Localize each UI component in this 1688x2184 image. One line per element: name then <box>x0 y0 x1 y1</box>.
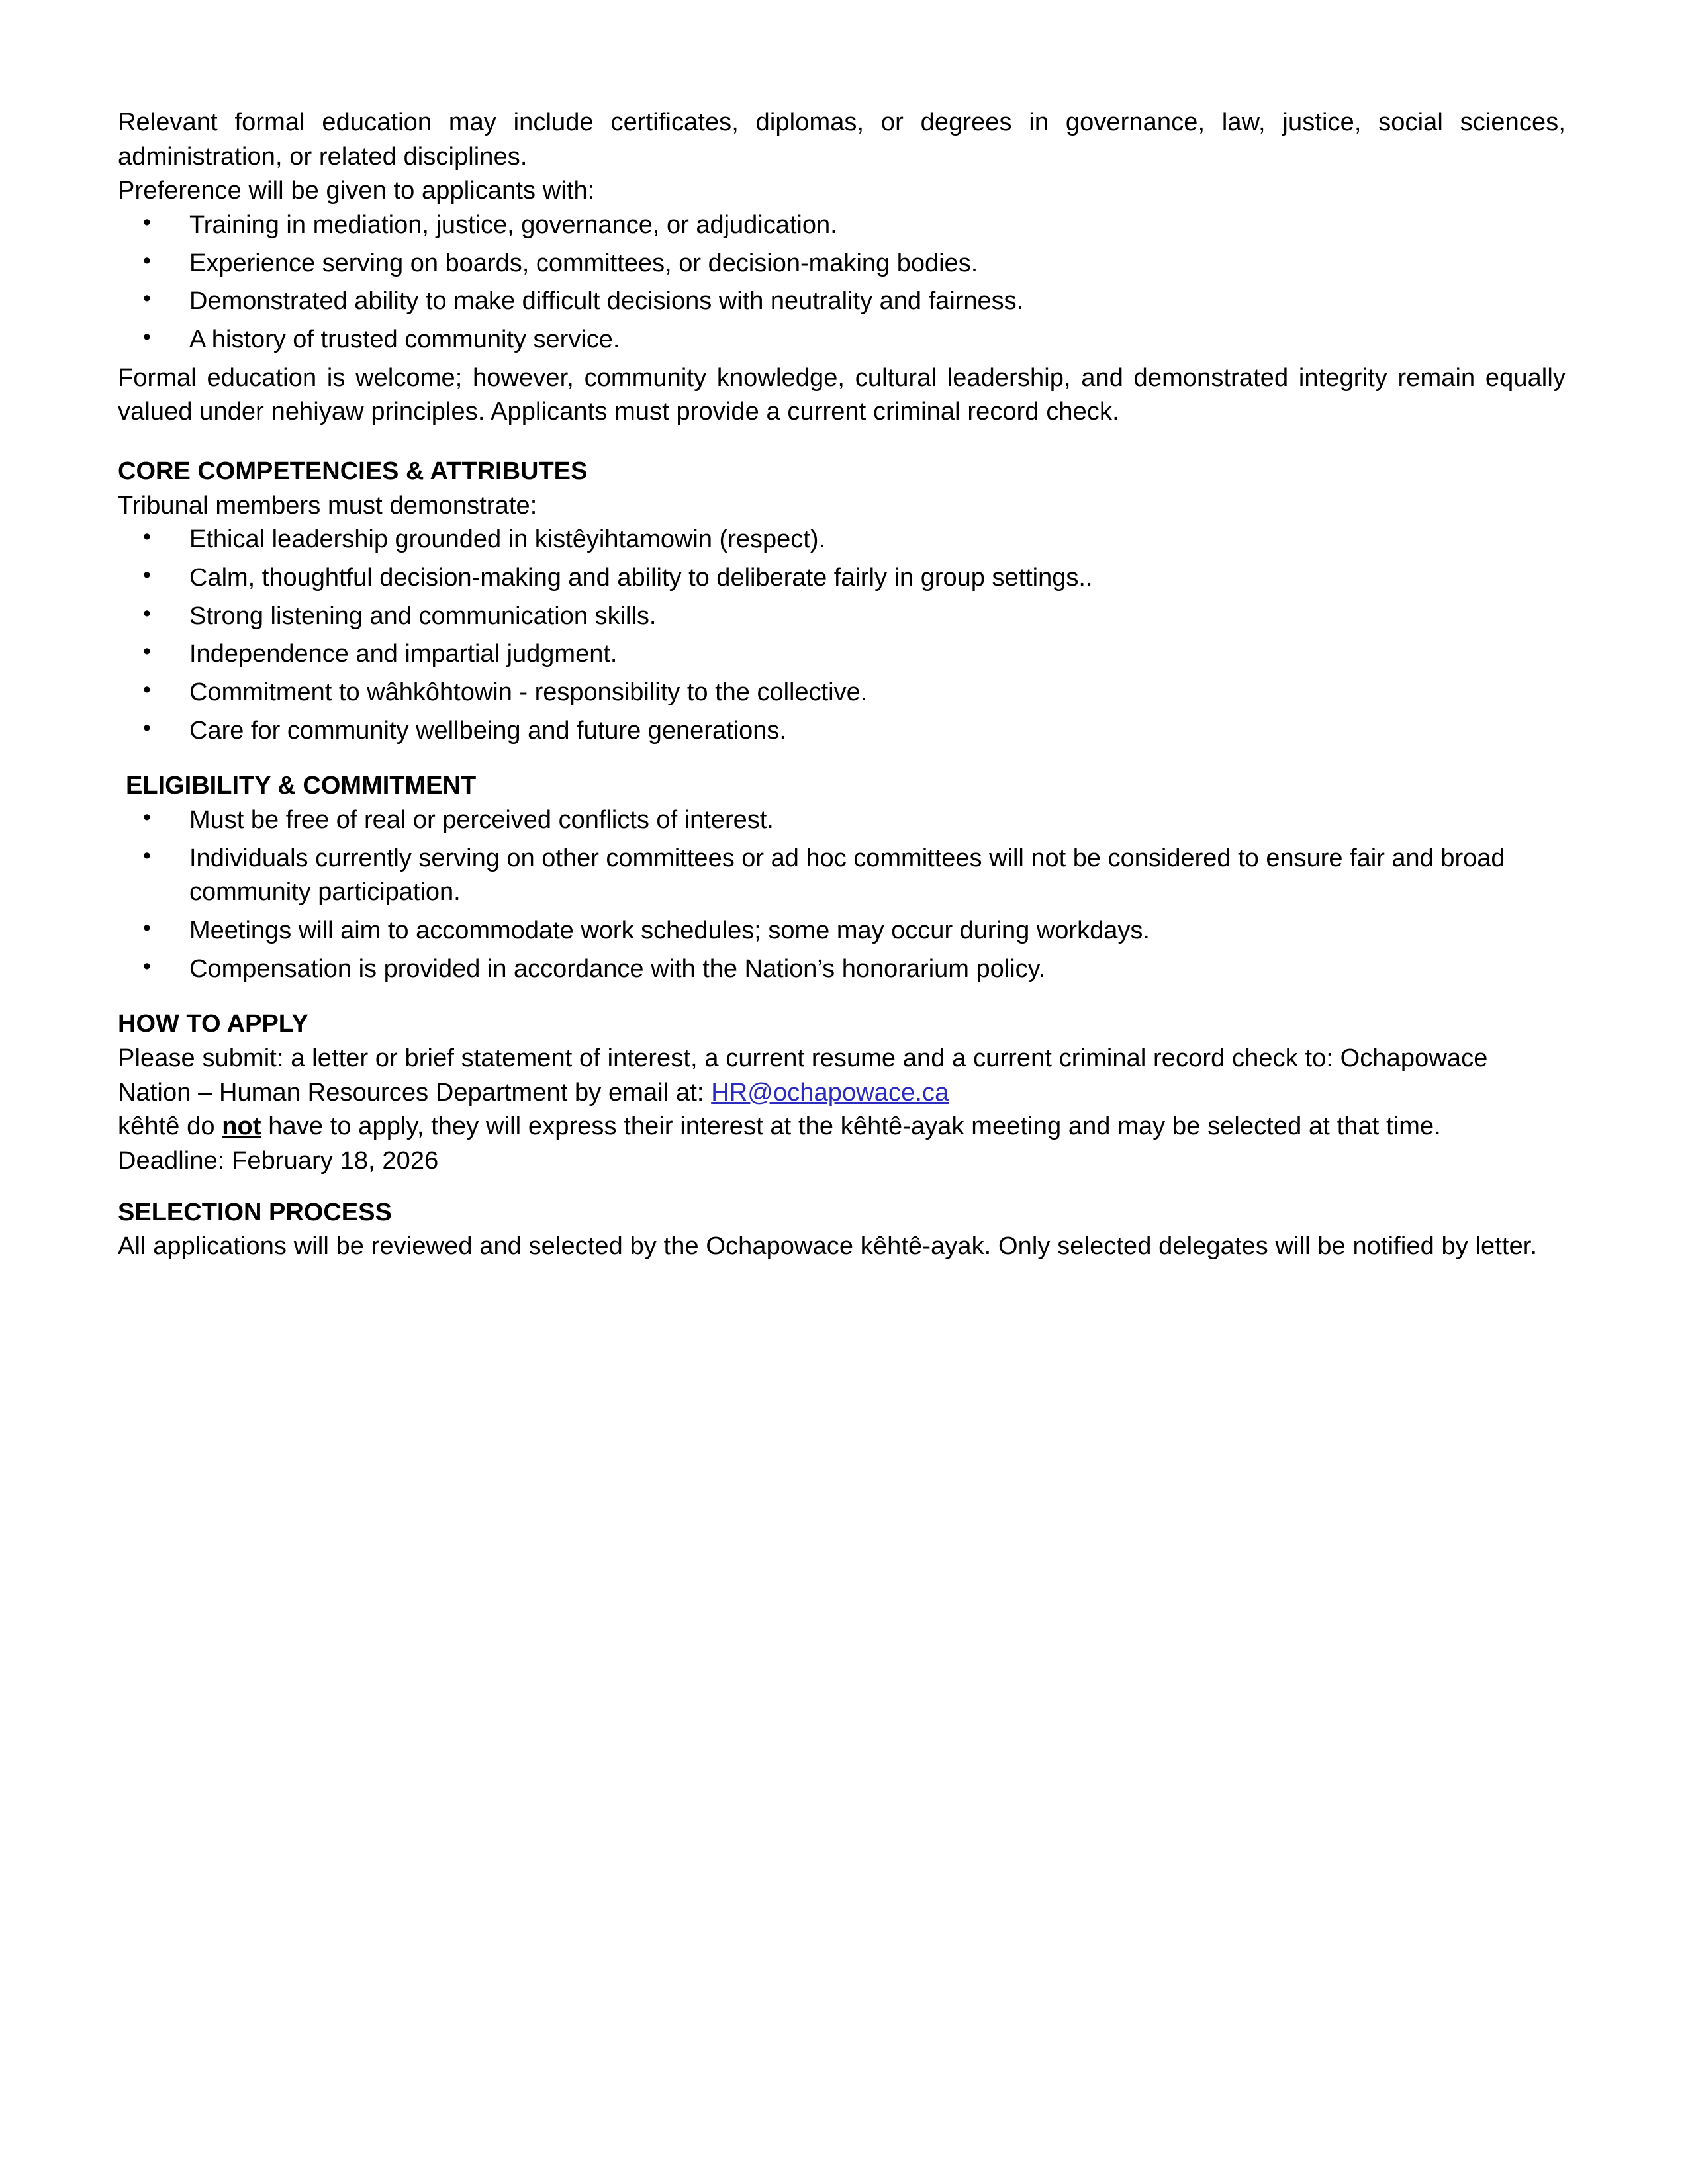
hr-email-link[interactable]: HR@ochapowace.ca <box>711 1078 949 1107</box>
kehte-note <box>118 1110 1566 1144</box>
list-item: • A history of trusted community service. <box>118 323 1566 357</box>
preference-lead: Preference will be given to applicants with: <box>118 177 595 205</box>
preference-list <box>118 208 1566 357</box>
education-paragraph: Relevant formal education may include certificates, diplomas, or degrees in governance, law, justice, social sciences, administration, or related disciplines. <box>118 109 1566 171</box>
list-item: • Ethical leadership grounded in kistêyihtamowin (respect). <box>118 523 1566 557</box>
list-item: • Experience serving on boards, committees, or decision-making bodies. <box>118 247 1566 281</box>
how-to-apply-heading: HOW TO APPLY <box>118 1010 308 1038</box>
spacer <box>118 1179 1566 1196</box>
spacer <box>118 990 1566 1007</box>
list-item: • Commitment to wâhkôhtowin - responsibility to the collective. <box>118 676 1566 710</box>
list-item: • Care for community wellbeing and future generations. <box>118 714 1566 749</box>
list-item: • Individuals currently serving on other committees or ad hoc committees will not be considered to ensure fair and broad community participation. <box>118 842 1566 910</box>
selection-process-paragraph: All applications will be reviewed and selected by the Ochapowace kêhtê-ayak. Only selected delegates will be notified by letter. <box>118 1232 1538 1261</box>
core-competencies-lead: Tribunal members must demonstrate: <box>118 491 538 520</box>
kehte-text-before: kêhtê do <box>118 1113 222 1141</box>
list-item: • Must be free of real or perceived conflicts of interest. <box>118 803 1566 838</box>
core-competencies-heading: CORE COMPETENCIES & ATTRIBUTES <box>118 457 588 486</box>
submit-text: Please submit: a letter or brief statement of interest, a current resume and a current criminal record check to: Ochapowace Nation – Human Resources Department by email at: <box>118 1044 1488 1107</box>
emphasis-not: not <box>222 1113 261 1141</box>
list-item: • Independence and impartial judgment. <box>118 637 1566 672</box>
core-competencies-list <box>118 523 1566 748</box>
spacer <box>118 430 1566 455</box>
list-item: • Training in mediation, justice, governance, or adjudication. <box>118 208 1566 243</box>
submit-instructions <box>118 1042 1566 1110</box>
list-item: • Compensation is provided in accordance with the Nation’s honorarium policy. <box>118 952 1566 987</box>
list-item: • Demonstrated ability to make difficult decisions with neutrality and fairness. <box>118 285 1566 319</box>
list-item: • Meetings will aim to accommodate work schedules; some may occur during workdays. <box>118 914 1566 948</box>
spacer <box>118 752 1566 769</box>
eligibility-list <box>118 803 1566 986</box>
eligibility-heading: ELIGIBILITY & COMMITMENT <box>126 772 477 800</box>
list-item: • Calm, thoughtful decision-making and ability to deliberate fairly in group settings.. <box>118 561 1566 596</box>
closing-paragraph: Formal education is welcome; however, community knowledge, cultural leadership, and demonstrated integrity remain equally valued under nehiyaw principles. Applicants must provide a current criminal record check. <box>118 363 1566 426</box>
deadline-text: Deadline: February 18, 2026 <box>118 1147 439 1175</box>
kehte-text-after: have to apply, they will express their interest at the kêhtê-ayak meeting and may be selected at that time. <box>261 1113 1441 1141</box>
list-item: • Strong listening and communication skills. <box>118 600 1566 634</box>
selection-process-heading: SELECTION PROCESS <box>118 1198 392 1226</box>
